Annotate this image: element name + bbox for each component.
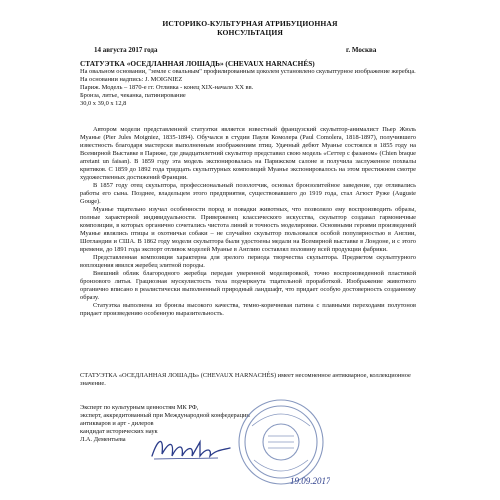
conclusion-heading: СТАТУЭТКА «ОСЕДЛАННАЯ ЛОШАДЬ» (CHEVAUX HARNACHÉS) [80,372,277,379]
signature-line-4: кандидат исторических наук [80,428,158,435]
dateline [94,46,394,54]
conclusion-body: имеет несомненное антикварное, коллекционное значение. [80,372,411,387]
object-heading: СТАТУЭТКА «ОСЕДЛАННАЯ ЛОШАДЬ» (CHEVAUX HARNACHÉS) [80,59,315,68]
object-description [80,60,416,108]
round-seal-stamp [232,396,330,488]
document-place: г. Москва [346,46,377,54]
body-paragraph-5: Внешний облик благородного жеребца передан уверенной моделировкой, точно воспроизведенной пластикой бронзового литья. Грациозная мускулистость тела подчеркнута тщательной проработкой. Изображение животного органично вписано в реалистически выполненный природный ландшафт, что придает особую достоверность созданному образу. [80,270,416,301]
document-body [80,126,416,318]
body-paragraph-3: Муанье тщательно изучал особенности пород и повадки животных, что позволяло ему воспроизводить образы, полные характерной индивидуальности. Приверженец классического искусства, скульптор создавал гармоничные композиции, в которых органично сочетались чистота линий и точность моделировки. Основными героями произведений Муанье являлись птицы и охотничьи собаки – не случайно скульптор пользовался особой популярностью в Англии, Шотландии и США. В 1862 году модели скульптора были удостоены медали на Всемирной выставке в Лондоне, и с этого времени, до 1891 года экспорт отливок моделей Муанье в Англию составлял половину всей продукции фабрики. [80,206,416,253]
conclusion [80,372,416,388]
signature-line-1: Эксперт по культурным ценностям МК РФ, [80,404,199,411]
document-title-line2: КОНСУЛЬТАЦИЯ [217,28,283,37]
signature-line-3: антикваров и арт - дилеров [80,420,154,427]
body-paragraph-2: В 1857 году отец скульптора, профессиональный позолотчик, основал бронзолитейное заведение, где отливались работы его сына. Позднее, владельцем этого предприятия, существовавшего до 1919 года, стал Агюст Ружe (Auguste Gouge). [80,182,416,205]
body-paragraph-4: Представленная композиция характерна для зрелого периода творчества скульптора. Предметом скульптурного воплощения явился жеребец элитной породы. [80,254,416,269]
document-date: 14 августа 2017 года [94,46,158,54]
signature-line-5: Л.А. Дементьева [80,436,126,443]
object-line-1: На овальном основании, "земле с овальным" профилированным цоколем установлено скульптурное изображение жеребца. [80,68,416,75]
stamp-date: 19.09.2017 [290,476,330,486]
object-line-4: Бронза, литье, чеканка, патинирование [80,92,186,99]
document-title-line1: ИСТОРИКО-КУЛЬТУРНАЯ АТРИБУЦИОННАЯ [162,19,338,28]
conclusion-text [80,372,416,388]
body-paragraph-6: Статуэтка выполнена из бронзы высокого качества, темно-коричневая патина с плавными переходами полутонов придает произведению особенную выразительность. [80,302,416,317]
object-line-2: На основании надпись: J. MOIGNIEZ [80,76,183,83]
object-line-5: 30,0 х 39,0 х 12,8 [80,100,127,107]
signature-line-2: эксперт, аккредитованный при Международной конфедерации [80,412,250,419]
handwritten-signature [148,432,234,464]
body-paragraph-1: Автором модели представленной статуэтки является известный французский скульптор-анималист Пьер Жюль Муанье (Pier Jules Moigniez, 1835-1894). Обучался в студии Пауля Комолера (Paul Comolera, 1818-1897), получившего известность благодаря мастерски выполненным изображениям птиц. Удачный дебют Муанье состоялся в 1855 году на Всемирной Выставке в Париже, где двадцатилетний скульптор представил свою модель «Сеттер с фазаном» (Chien braque arretant un faisan). В 1859 году эта модель экспонировалась на Парижском салоне и получила заслуженное похвалы критиков. С 1859 до 1892 года тридцать скульптурных композиций Муанье экспонировалось на этом престижном смотре художественных достижений Франции. [80,126,416,181]
object-line-3: Париж. Модель – 1870-е гг. Отливка - конец XIX-начало XX вв. [80,84,254,91]
